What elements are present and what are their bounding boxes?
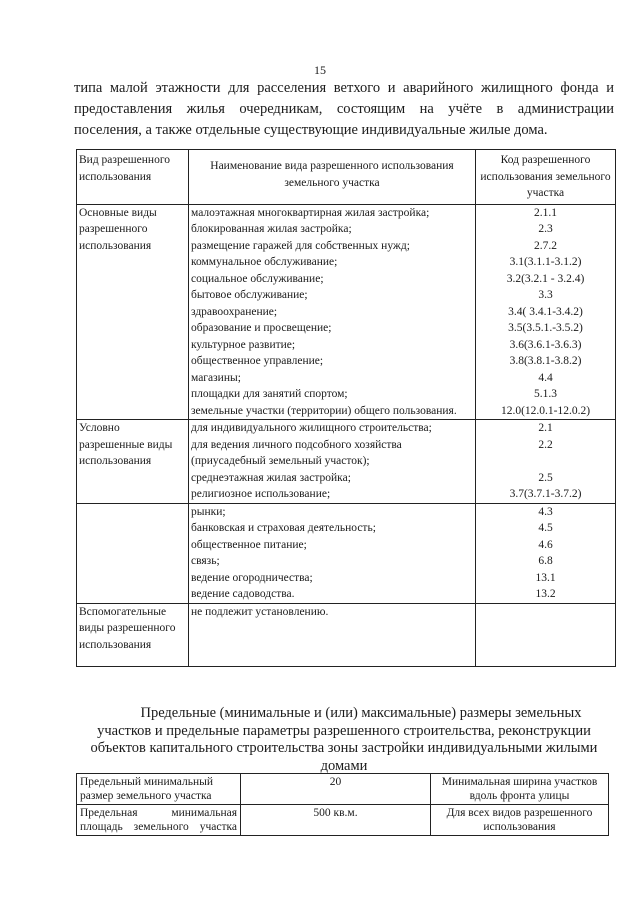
use-name: банковская и страховая деятельность; <box>191 522 376 534</box>
use-name: для ведения личного подсобного хозяйства (приусадебный земельный участок); <box>191 438 402 467</box>
table-header-row <box>77 150 616 205</box>
use-name: земельные участки (территории) общего пользования. <box>191 404 457 417</box>
use-code: 4.3 <box>538 505 553 518</box>
use-code: 2.3 <box>538 223 553 235</box>
param-name <box>77 805 241 836</box>
use-code: 12.0(12.0.1-12.0.2) <box>500 404 591 417</box>
use-code: 3.2(3.2.1 - 3.2.4) <box>506 272 585 285</box>
conditional-uses-names <box>189 420 476 504</box>
use-name: ведение огородничества; <box>191 571 313 584</box>
use-name: малоэтажная многоквартирная жилая застройка; <box>191 206 430 219</box>
use-code: 4.6 <box>538 538 553 551</box>
use-name: образование и просвещение; <box>191 322 332 334</box>
section-title-line: домами <box>320 757 368 774</box>
use-code: 3.8(3.8.1-3.8.2) <box>509 355 582 367</box>
permitted-uses-table <box>76 149 616 667</box>
header-use-code: Код разрешенного использования земельного участка <box>476 150 616 205</box>
use-code: 2.1 <box>538 422 553 434</box>
use-code: 2.2 <box>538 438 553 451</box>
use-name: для индивидуального жилищного строительства; <box>191 422 432 434</box>
empty-cell <box>77 503 189 603</box>
use-code: 2.7.2 <box>534 239 557 252</box>
parameter-limits-table <box>76 773 609 836</box>
page-number: 15 <box>314 63 326 77</box>
use-name: размещение гаражей для собственных нужд; <box>191 239 410 252</box>
use-name: ведение садоводства. <box>191 588 295 600</box>
use-name: общественное управление; <box>191 355 324 367</box>
conditional-uses-row <box>77 420 616 504</box>
header-use-name: Наименование вида разрешенного использования земельного участка <box>189 150 476 205</box>
use-code: 5.1.3 <box>534 388 557 400</box>
use-code: 2.5 <box>538 471 553 484</box>
use-code: 3.4( 3.4.1-3.4.2) <box>508 305 583 318</box>
use-code: 6.8 <box>538 555 553 567</box>
param-note: Минимальная ширина участков вдоль фронта улицы <box>431 774 609 805</box>
use-name: среднеэтажная жилая застройка; <box>191 471 351 484</box>
param-text: Предельный минимальный размер земельного участка <box>80 776 214 802</box>
empty-cell <box>476 603 616 666</box>
use-name: общественное питание; <box>191 538 307 551</box>
use-name: магазины; <box>191 371 241 384</box>
conditional-uses-row-2 <box>77 503 616 603</box>
section-title <box>74 705 614 775</box>
use-name: бытовое обслуживание; <box>191 289 308 301</box>
use-code: 3.1(3.1.1-3.1.2) <box>509 256 582 268</box>
use-code: 3.6(3.6.1-3.6.3) <box>509 338 582 351</box>
conditional-uses-codes <box>476 420 616 504</box>
param-value: 20 <box>241 774 431 805</box>
intro-line: типа малой этажности для расселения ветхого и аварийного жилищного фонда и <box>74 80 614 96</box>
use-code: 3.3 <box>538 289 553 301</box>
conditional-uses-names-2 <box>189 503 476 603</box>
use-code: 13.1 <box>535 571 556 584</box>
use-code: 13.2 <box>535 588 556 600</box>
auxiliary-uses-label: Вспомогательные виды разрешенного использования <box>77 603 189 666</box>
use-name: площадки для занятий спортом; <box>191 388 348 400</box>
param-text: Предельная минимальная площадь земельного участка <box>80 807 237 833</box>
auxiliary-uses-value: не подлежит установлению. <box>189 603 476 666</box>
main-uses-codes <box>476 204 616 420</box>
use-code: 2.1.1 <box>534 206 557 219</box>
use-code: 3.5(3.5.1.-3.5.2) <box>508 322 583 334</box>
table-row <box>77 774 609 805</box>
main-uses-label: Основные виды разрешенного использования <box>77 204 189 420</box>
main-uses-row <box>77 204 616 420</box>
intro-line: поселения, а также отдельные существующие индивидуальные жилые дома. <box>74 122 548 138</box>
use-code: 3.7(3.7.1-3.7.2) <box>509 488 582 500</box>
main-uses-names <box>189 204 476 420</box>
section-title-line: объектов капитального строительства зоны застройки индивидуальными жилыми <box>90 740 598 756</box>
section-title-line: Предельные (минимальные и (или) максимальные) размеры земельных <box>140 705 582 721</box>
use-name: рынки; <box>191 505 226 518</box>
param-name <box>77 774 241 805</box>
intro-line: предоставления жилья очередникам, состоящим на учёте в администрации <box>74 101 614 117</box>
table-row <box>77 805 609 836</box>
param-value: 500 кв.м. <box>241 805 431 836</box>
use-code: 4.5 <box>538 522 553 534</box>
use-name: культурное развитие; <box>191 338 296 351</box>
auxiliary-uses-row <box>77 603 616 666</box>
use-name: религиозное использование; <box>191 488 331 500</box>
conditional-uses-label: Условно разрешенные виды использования <box>77 420 189 504</box>
use-code: 4.4 <box>538 371 553 384</box>
param-note: Для всех видов разрешенного использования <box>431 805 609 836</box>
use-name: коммунальное обслуживание; <box>191 256 338 268</box>
use-name: связь; <box>191 555 220 567</box>
intro-paragraph <box>74 78 614 141</box>
use-name: здравоохранение; <box>191 305 278 318</box>
section-title-line: участков и предельные параметры разрешенного строительства, реконструкции <box>97 722 591 739</box>
use-name: социальное обслуживание; <box>191 272 324 285</box>
conditional-uses-codes-2 <box>476 503 616 603</box>
header-use-type: Вид разрешенного использования <box>77 150 189 205</box>
use-name: блокированная жилая застройка; <box>191 223 352 235</box>
